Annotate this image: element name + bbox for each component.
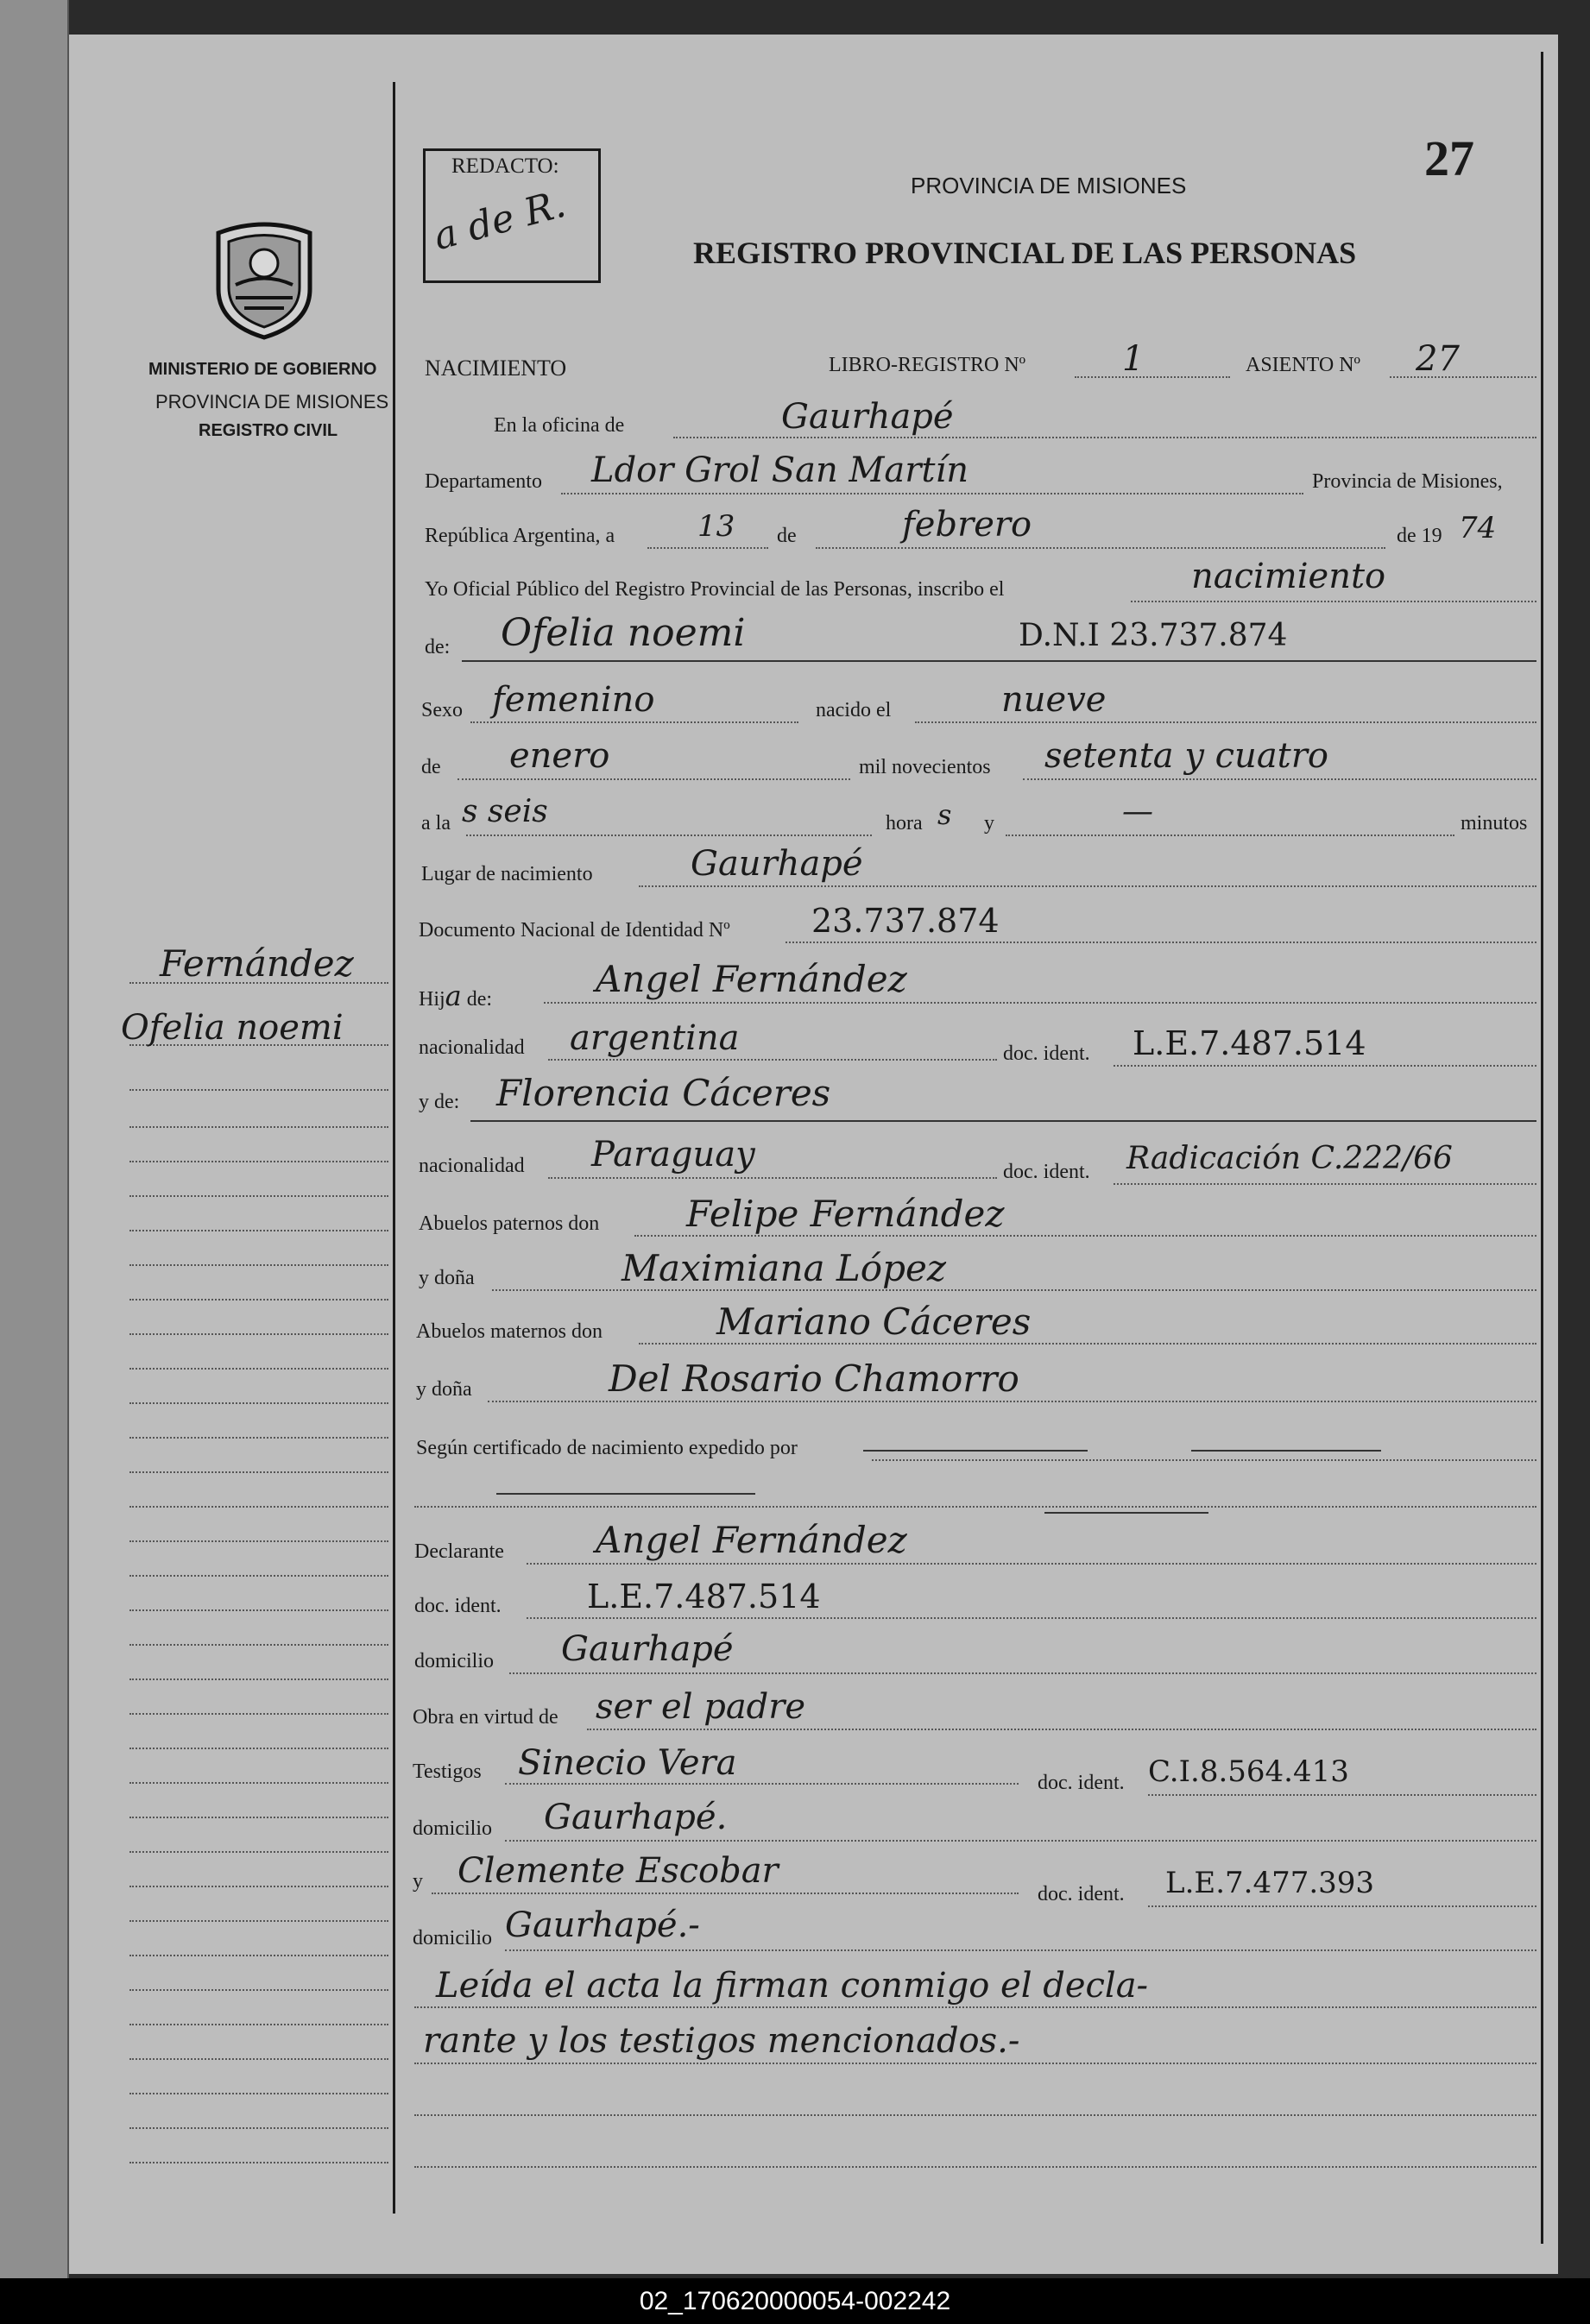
oficial-text: Yo Oficial Público del Registro Provincial de las Personas, inscribo el xyxy=(425,578,1005,601)
testigo1-doc-label: doc. ident. xyxy=(1038,1772,1125,1794)
father-name: Angel Fernández xyxy=(596,958,907,1000)
minutos-label: minutos xyxy=(1461,812,1528,834)
libro-label: LIBRO-REGISTRO Nº xyxy=(829,354,1026,376)
closing-line-1: Leída el acta la firman conmigo el decla- xyxy=(436,1966,1149,2006)
sexo-label: Sexo xyxy=(421,699,463,721)
abuelos-maternos-label: Abuelos maternos don xyxy=(416,1320,603,1343)
y2-label: y xyxy=(413,1870,423,1893)
provincia-label: Provincia de Misiones, xyxy=(1312,470,1503,493)
hijo-suffix: a xyxy=(445,979,462,1012)
name-value: Ofelia noemi xyxy=(501,611,746,655)
decl-doc-label: doc. ident. xyxy=(414,1595,502,1617)
mil-value: setenta y cuatro xyxy=(1044,736,1328,776)
oficina-value: Gaurhapé xyxy=(781,397,954,437)
father-doc-label: doc. ident. xyxy=(1003,1042,1090,1065)
father-nationality: argentina xyxy=(570,1018,740,1058)
name-label: de: xyxy=(425,636,451,658)
father-nationality-label: nacionalidad xyxy=(419,1036,525,1059)
minutos-value: — xyxy=(1122,794,1153,829)
header-registry: REGISTRO PROVINCIAL DE LAS PERSONAS xyxy=(693,236,1357,270)
y-dona-materna-label: y doña xyxy=(416,1378,472,1401)
sexo-value: femenino xyxy=(492,680,655,720)
testigo2-domicilio: Gaurhapé.- xyxy=(505,1905,700,1945)
abuelo-materno: Mariano Cáceres xyxy=(716,1301,1032,1343)
testigo1-doc: C.I.8.564.413 xyxy=(1148,1754,1349,1789)
segun-label: Según certificado de nacimiento expedido por xyxy=(416,1437,798,1459)
testigo1-name: Sinecio Vera xyxy=(518,1743,737,1783)
footer-id: 02_170620000054-002242 xyxy=(0,2278,1590,2324)
year-label: de 19 xyxy=(1397,525,1442,547)
decl-doc: L.E.7.487.514 xyxy=(587,1578,821,1615)
father-doc: L.E.7.487.514 xyxy=(1133,1024,1366,1062)
de-label: de xyxy=(777,525,797,547)
mother-nationality-label: nacionalidad xyxy=(419,1155,525,1177)
month2-value: enero xyxy=(509,736,610,776)
day-value: 13 xyxy=(697,509,735,544)
documento-label: Documento Nacional de Identidad Nº xyxy=(419,919,730,942)
documento-value: 23.737.874 xyxy=(811,902,1000,940)
inscribo-value: nacimiento xyxy=(1191,557,1386,596)
page-number: 27 xyxy=(1424,130,1474,186)
declarante-value: Angel Fernández xyxy=(596,1519,907,1561)
testigo1-domicilio-label: domicilio xyxy=(413,1817,492,1840)
testigo1-domicilio: Gaurhapé. xyxy=(544,1798,728,1837)
margin-surname: Fernández xyxy=(160,942,354,985)
mil-label: mil novecientos xyxy=(859,756,991,778)
mother-name: Florencia Cáceres xyxy=(496,1072,831,1114)
nacido-value: nueve xyxy=(1001,680,1107,720)
month-value: febrero xyxy=(902,505,1032,545)
stamp-value: a de R. xyxy=(429,181,571,260)
closing-line-2: rante y los testigos mencionados.- xyxy=(423,2021,1020,2061)
hijo-de-label: de: xyxy=(466,988,493,1011)
asiento-value: 27 xyxy=(1416,339,1460,379)
hijo-prefix: Hij xyxy=(419,988,445,1011)
stamp-label: REDACTO: xyxy=(451,154,559,178)
left-margin-rule xyxy=(393,82,395,2214)
dni-inline: D.N.I 23.737.874 xyxy=(1019,618,1288,653)
redacto-stamp xyxy=(423,148,601,283)
libro-value: 1 xyxy=(1122,339,1145,379)
margin-given-names: Ofelia noemi xyxy=(121,1008,344,1048)
obra-label: Obra en virtud de xyxy=(413,1706,558,1729)
abuelos-paternos-label: Abuelos paternos don xyxy=(419,1212,600,1235)
margin-office: REGISTRO CIVIL xyxy=(199,421,338,440)
right-margin-rule xyxy=(1541,52,1543,2244)
record-type: NACIMIENTO xyxy=(425,356,567,381)
testigo2-name: Clemente Escobar xyxy=(457,1851,779,1891)
asiento-label: ASIENTO Nº xyxy=(1246,354,1360,376)
de2-label: de xyxy=(421,756,441,778)
margin-ministry: MINISTERIO DE GOBIERNO xyxy=(148,360,377,379)
testigo2-doc-label: doc. ident. xyxy=(1038,1883,1125,1905)
year-value: 74 xyxy=(1459,511,1497,545)
province-seal-icon xyxy=(210,211,319,341)
y-dona-paterna-label: y doña xyxy=(419,1267,475,1289)
lugar-value: Gaurhapé xyxy=(691,844,863,884)
header-province: PROVINCIA DE MISIONES xyxy=(911,173,1187,198)
abuela-paterna: Maximiana López xyxy=(621,1247,946,1289)
testigo2-doc: L.E.7.477.393 xyxy=(1165,1866,1375,1900)
departamento-value: Ldor Grol San Martín xyxy=(591,450,969,490)
testigos-label: Testigos xyxy=(413,1760,482,1783)
margin-province: PROVINCIA DE MISIONES xyxy=(155,391,389,413)
y-label: y xyxy=(984,812,994,834)
departamento-label: Departamento xyxy=(425,470,542,493)
hijo-label xyxy=(419,979,492,1012)
mother-doc-label: doc. ident. xyxy=(1003,1161,1090,1183)
nacido-label: nacido el xyxy=(816,699,892,721)
lugar-label: Lugar de nacimiento xyxy=(421,863,593,885)
abuela-materna: Del Rosario Chamorro xyxy=(609,1357,1019,1400)
y-de-label: y de: xyxy=(419,1091,460,1113)
abuelo-paterno: Felipe Fernández xyxy=(686,1193,1005,1235)
alas-label: a la xyxy=(421,812,451,834)
hora-label: hora xyxy=(886,812,923,834)
obra-value: ser el padre xyxy=(596,1687,806,1727)
alas-value: s seis xyxy=(462,794,548,829)
decl-domicilio-label: domicilio xyxy=(414,1650,494,1672)
hora-value: s xyxy=(937,798,952,831)
mother-nationality: Paraguay xyxy=(591,1135,755,1175)
book-spine xyxy=(0,0,69,2324)
mother-doc: Radicación C.222/66 xyxy=(1126,1141,1453,1176)
decl-domicilio: Gaurhapé xyxy=(561,1629,734,1669)
declarante-label: Declarante xyxy=(414,1540,504,1563)
oficina-label: En la oficina de xyxy=(494,414,625,437)
republica-label: República Argentina, a xyxy=(425,525,615,547)
testigo2-domicilio-label: domicilio xyxy=(413,1927,492,1949)
